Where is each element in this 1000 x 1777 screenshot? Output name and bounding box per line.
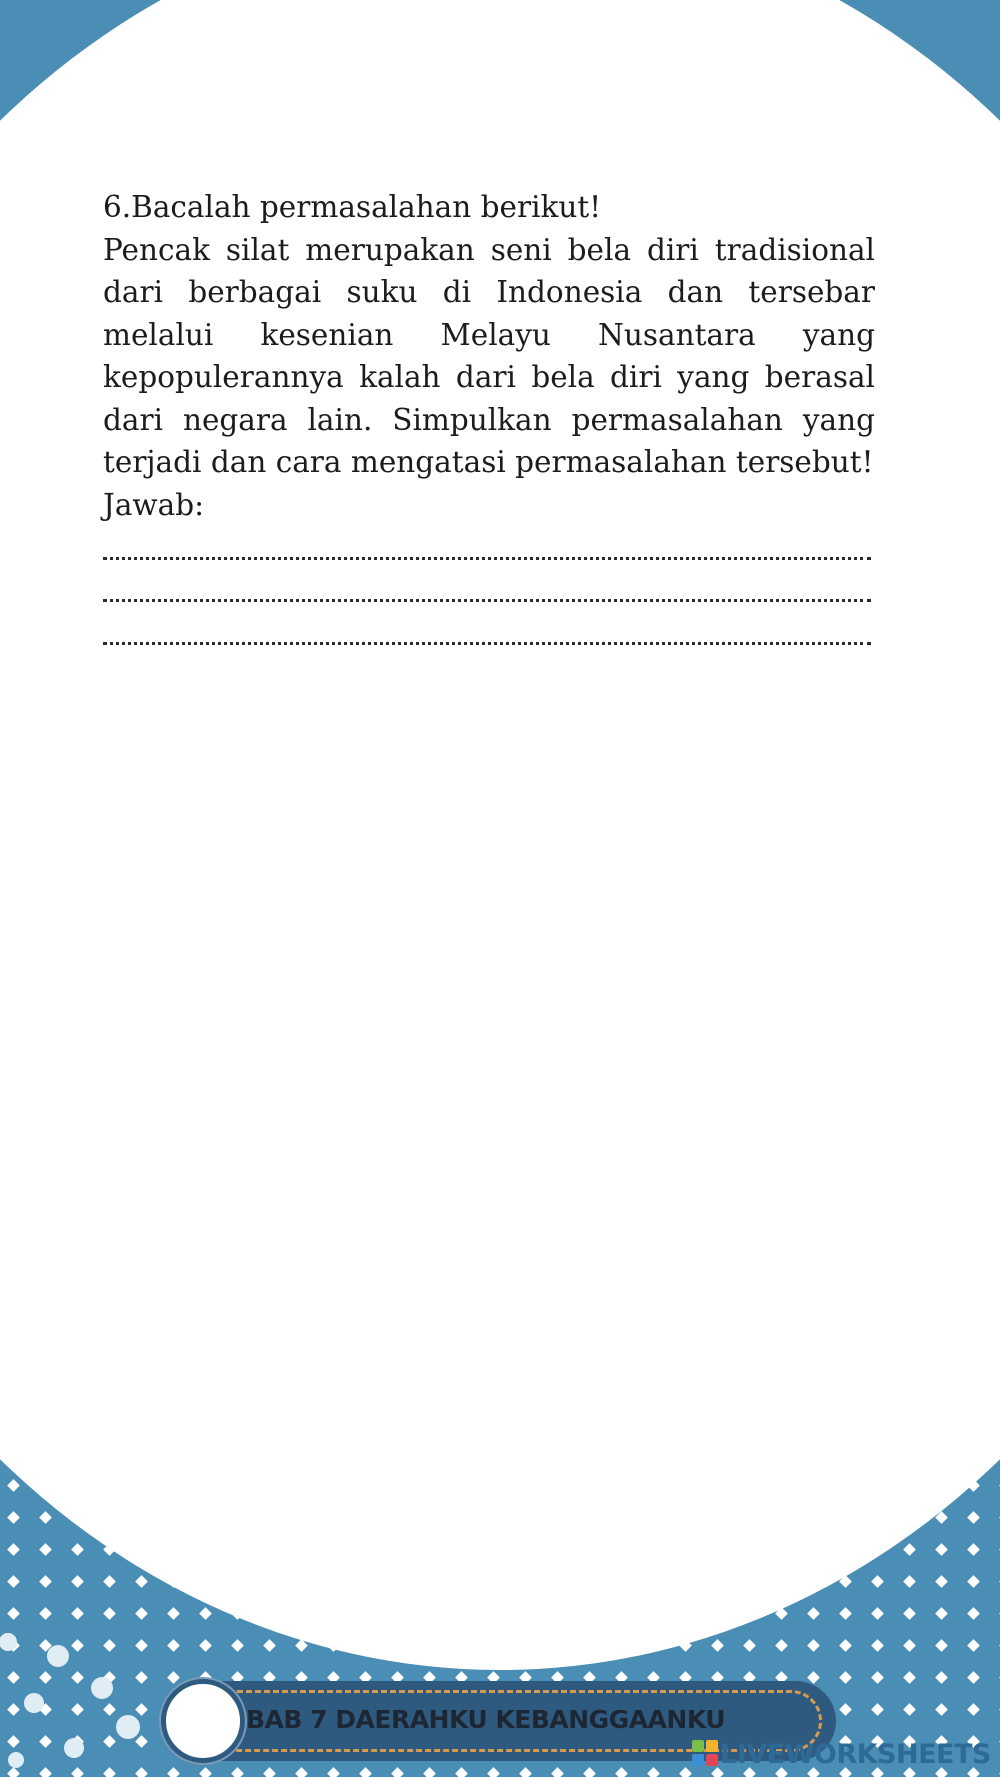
answer-label: Jawab: [103,487,205,522]
question-block [103,186,875,654]
answer-line[interactable] [103,560,871,603]
question-body: Pencak silat merupakan seni bela diri tradisional dari berbagai suku di Indonesia dan tersebar melalui kesenian Melayu Nusantara yang kepopulerannya kalah dari bela diri yang berasal dari negara lain. Simpulkan permasalahan yang terjadi dan cara mengatasi permasalahan tersebut! [103,232,875,479]
liveworksheets-logo-icon [692,1740,718,1766]
answer-line[interactable] [103,602,871,645]
watermark-text: LIVEWORKSHEETS [720,1739,991,1770]
question-heading: 6.Bacalah permasalahan berikut! [103,190,602,224]
answer-line[interactable] [103,517,871,560]
chapter-title: BAB 7 DAERAHKU KEBANGGAANKU [246,1705,726,1734]
liveworksheets-watermark [692,1738,992,1772]
banner-circle-icon [161,1679,245,1763]
